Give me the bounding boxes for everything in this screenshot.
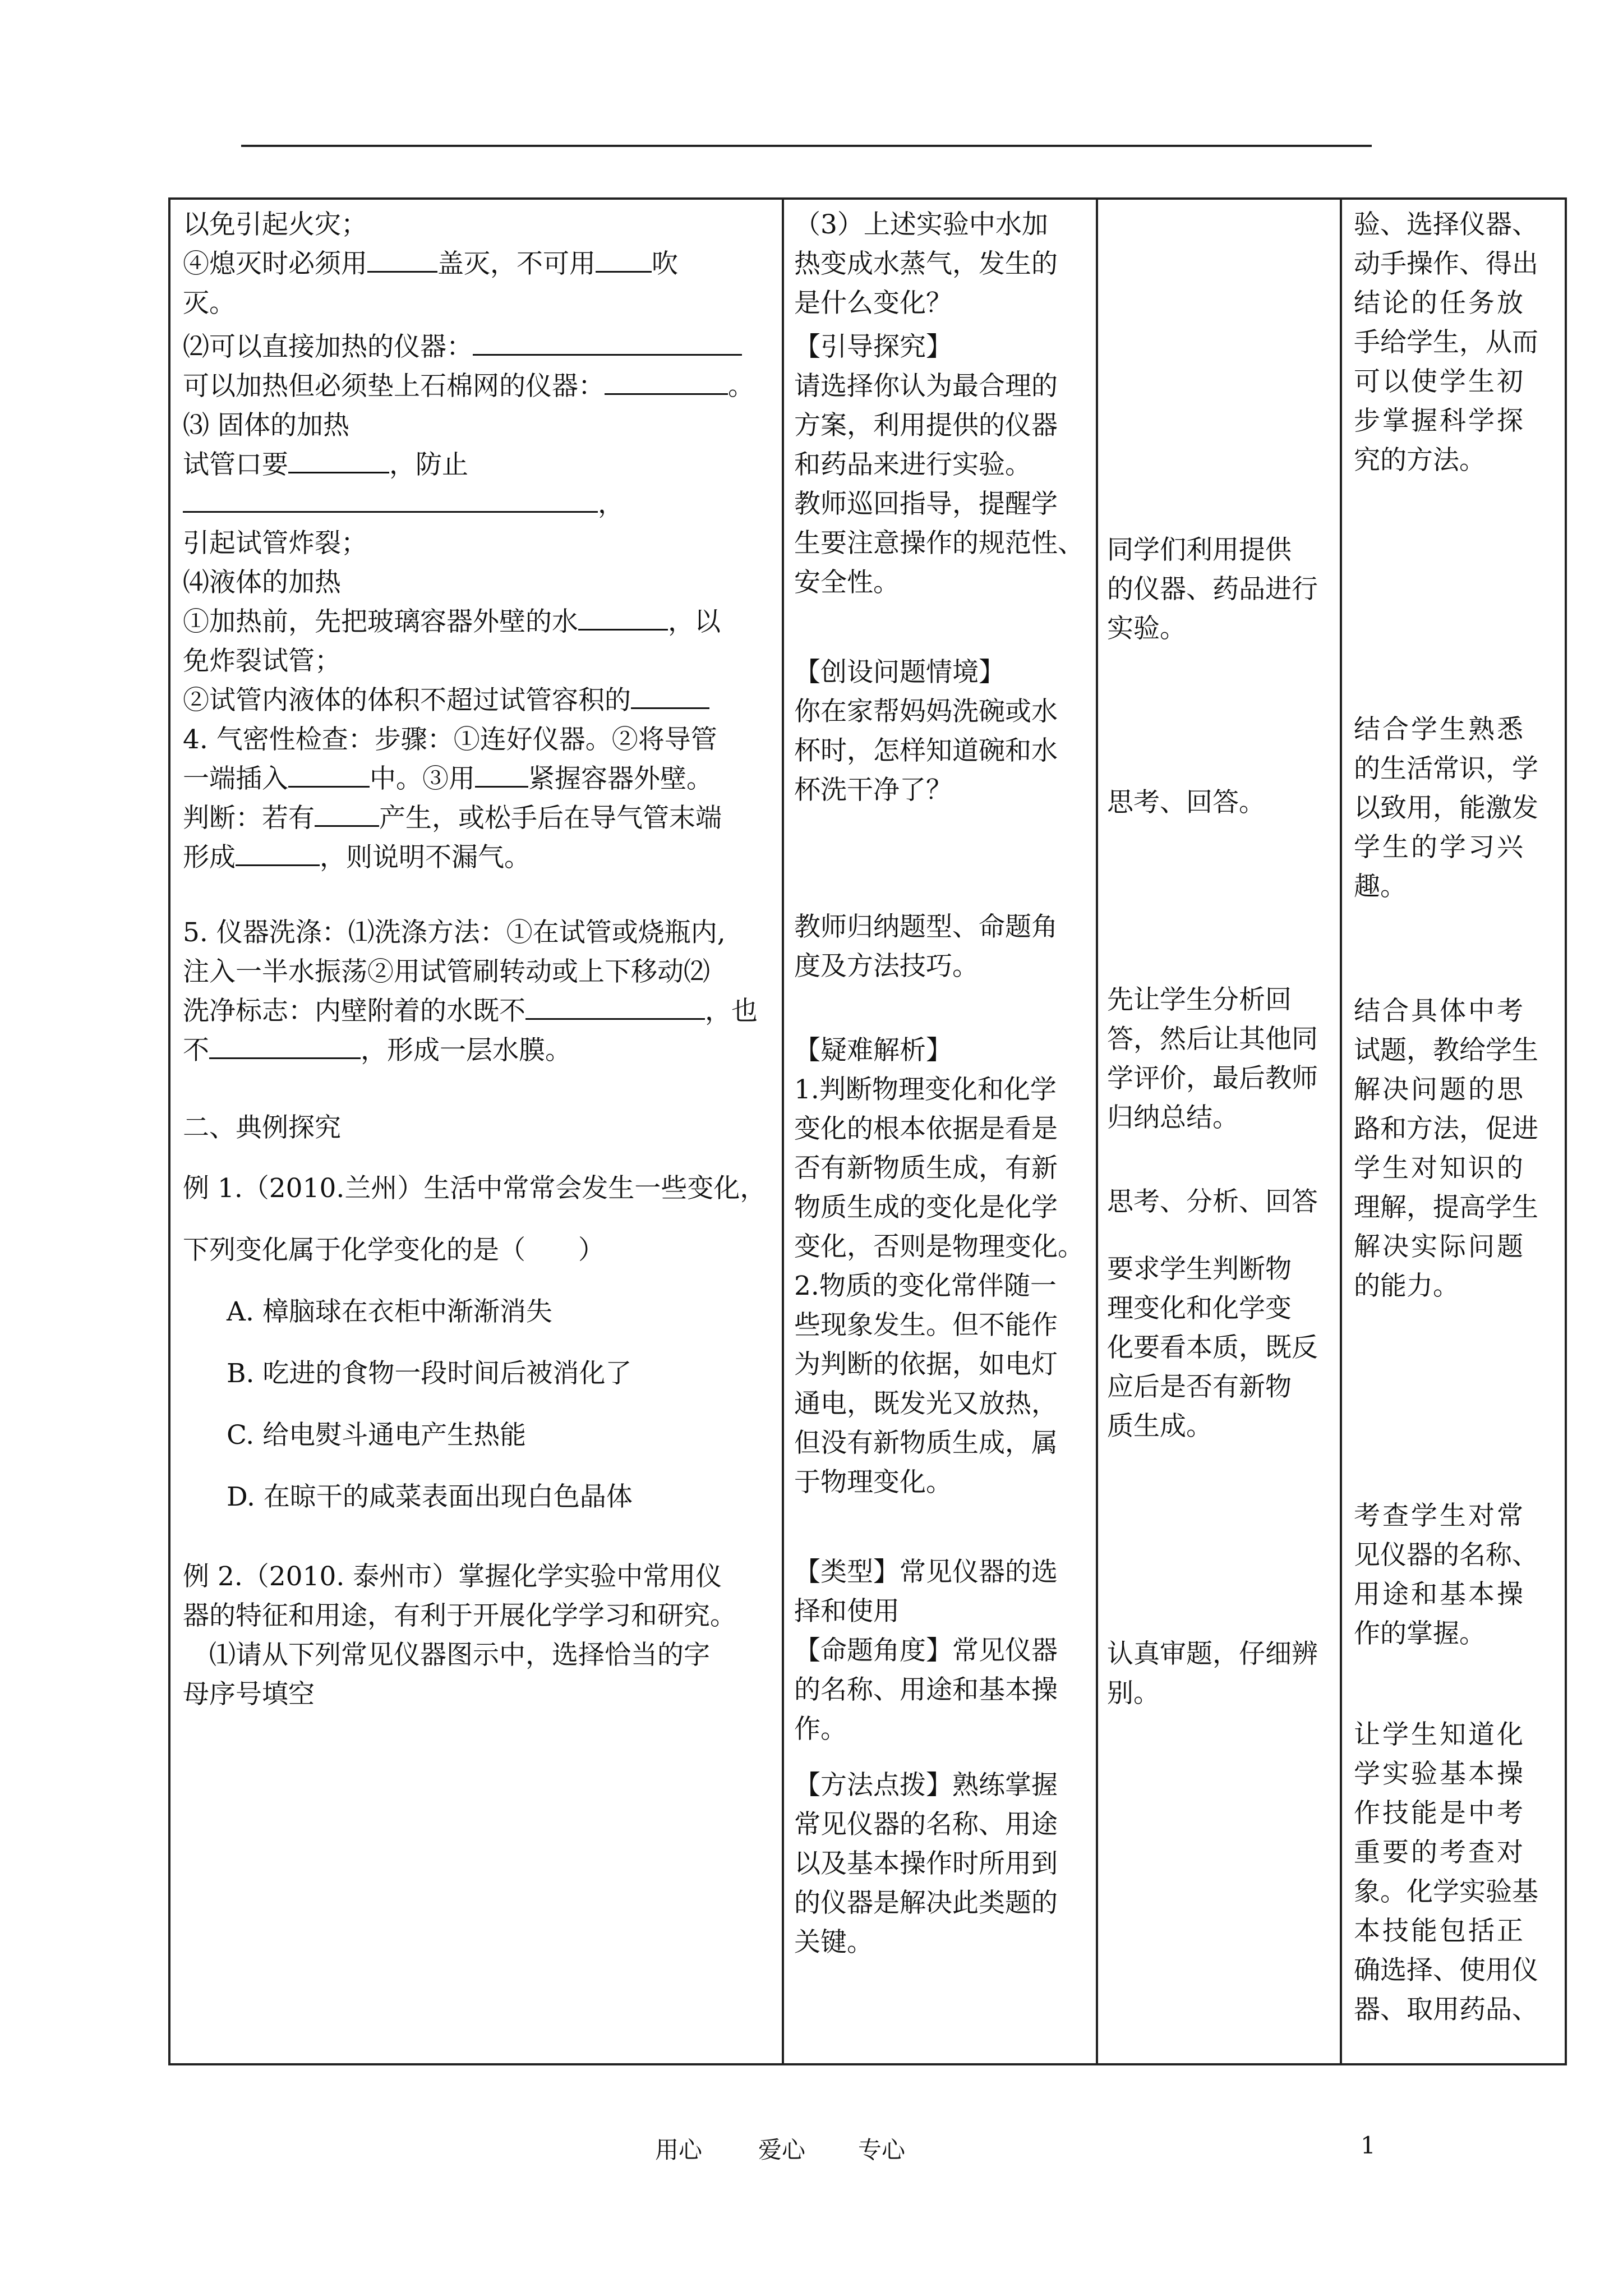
text-line: 5. 仪器洗涤：⑴洗涤方法：①在试管或烧瓶内, <box>183 917 726 948</box>
footer-motto: 专心 <box>858 2136 906 2164</box>
blank-line <box>578 602 668 631</box>
text-line: ⑶ 固体的加热 <box>183 410 349 441</box>
text-line: 【类型】常见仪器的选 <box>794 1557 1058 1588</box>
text-line: 要求学生判断物 <box>1107 1254 1292 1285</box>
header-rule <box>241 145 1372 147</box>
blank-line <box>288 760 370 788</box>
blank-line <box>473 328 742 356</box>
blank-line <box>183 485 598 513</box>
text-line: 学实验基本操 <box>1354 1759 1525 1789</box>
text-line: 2.物质的变化常伴随一 <box>794 1271 1057 1301</box>
text-line: 杯洗干净了？ <box>794 775 952 806</box>
text-line: 本技能包括正 <box>1354 1916 1525 1947</box>
text-line: 器、取用药品、 <box>1354 1994 1538 2025</box>
text-line: 安全性。 <box>794 567 900 598</box>
text-line: 结论的任务放 <box>1354 288 1525 319</box>
question-text: 母序号填空 <box>183 1679 315 1710</box>
text-line: 作的掌握。 <box>1354 1618 1486 1649</box>
text-line: 于物理变化。 <box>794 1467 952 1498</box>
text-line: 是什么变化？ <box>794 288 952 319</box>
text-line: 判断：若有 产生，或松手后在导气管末端 <box>183 799 722 838</box>
section-heading: 二、典例探究 <box>183 1112 341 1143</box>
text-line: 请选择你认为最合理的 <box>794 371 1058 402</box>
text-line: 度及方法技巧。 <box>794 951 979 982</box>
text-line: 理解，提高学生 <box>1354 1192 1538 1223</box>
text-line: 【方法点拨】熟练掌握 <box>794 1770 1058 1801</box>
option-b: B. 吃进的食物一段时间后被消化了 <box>227 1358 632 1389</box>
text-line: 可以加热但必须垫上石棉网的仪器： 。 <box>183 367 754 406</box>
text-line: 1.判断物理变化和化学 <box>794 1074 1057 1105</box>
blank-line <box>209 1031 361 1059</box>
text-line: 的仪器是解决此类题的 <box>794 1888 1058 1918</box>
text-line: 以免引起火灾； <box>183 209 367 240</box>
text-line: 关键。 <box>794 1927 873 1958</box>
text-line: 思考、分析、回答 <box>1107 1186 1318 1217</box>
text-line: 不 ，形成一层水膜。 <box>183 1031 571 1070</box>
text-line: 用途和基本操 <box>1354 1579 1525 1610</box>
text-line: 象。化学实验基 <box>1354 1876 1538 1907</box>
text-line: 以及基本操作时所用到 <box>794 1848 1058 1879</box>
option-c: C. 给电熨斗通电产生热能 <box>227 1420 527 1451</box>
text-line: 的能力。 <box>1354 1271 1459 1301</box>
footer-motto: 爱心 <box>758 2136 806 2164</box>
text-line: 答，然后让其他同 <box>1107 1024 1318 1055</box>
text-line: 应后是否有新物 <box>1107 1372 1292 1402</box>
text-line: 路和方法，促进 <box>1354 1114 1538 1144</box>
text-line: 形成 ，则说明不漏气。 <box>183 838 531 877</box>
text-line: 结合具体中考 <box>1354 996 1525 1027</box>
text-line: 试管口要 ，防止 <box>183 445 468 485</box>
text-line: 变化的根本依据是看是 <box>794 1114 1058 1144</box>
text-line: 灭。 <box>183 288 236 319</box>
text-line: 验、选择仪器、 <box>1354 209 1538 240</box>
blank-line <box>605 367 728 395</box>
text-line: 手给学生，从而 <box>1354 327 1538 358</box>
text-line: 思考、回答。 <box>1107 787 1265 818</box>
text-line: 你在家帮妈妈洗碗或水 <box>794 696 1058 727</box>
text-line: 考查学生对常 <box>1354 1501 1525 1531</box>
text-line: ， <box>183 485 624 524</box>
text-line: 免炸裂试管； <box>183 646 341 677</box>
text-line: 杯时，怎样知道碗和水 <box>794 735 1058 766</box>
text-line: 否有新物质生成，有新 <box>794 1153 1058 1184</box>
text-line: 的生活常识，学 <box>1354 753 1538 784</box>
text-line: 先让学生分析回 <box>1107 984 1292 1015</box>
text-line: 重要的考查对 <box>1354 1837 1525 1868</box>
text-line: 质生成。 <box>1107 1411 1212 1442</box>
column-divider <box>782 200 784 2063</box>
column-divider <box>1096 200 1098 2063</box>
blank-line <box>596 245 652 273</box>
text-line: 的名称、用途和基本操 <box>794 1674 1058 1705</box>
text-line: 洗净标志：内壁附着的水既不 ，也 <box>183 992 758 1031</box>
text-line: ①加热前，先把玻璃容器外壁的水 ，以 <box>183 602 721 642</box>
blank-line <box>315 799 379 827</box>
question-text: ⑴请从下列常见仪器图示中，选择恰当的字 <box>183 1640 710 1671</box>
blank-line <box>367 245 437 273</box>
text-line: 通电，既发光又放热， <box>794 1388 1058 1419</box>
text-line: 别。 <box>1107 1678 1160 1709</box>
text-line: 引起试管炸裂； <box>183 528 367 559</box>
text-line: 归纳总结。 <box>1107 1102 1239 1133</box>
text-line: 一端插入 中。③用 紧握容器外壁。 <box>183 760 713 799</box>
text-line: 但没有新物质生成，属 <box>794 1428 1058 1458</box>
text-line: 教师巡回指导，提醒学 <box>794 489 1058 519</box>
text-line: 【创设问题情境】 <box>794 657 1005 688</box>
text-line: 解决实际问题 <box>1354 1231 1525 1262</box>
text-line: 见仪器的名称、 <box>1354 1540 1538 1571</box>
page-number: 1 <box>1361 2132 1376 2159</box>
text-line: ⑵可以直接加热的仪器： <box>183 328 742 367</box>
text-line: 学评价，最后教师 <box>1107 1063 1318 1094</box>
blank-line <box>525 992 705 1020</box>
text-line: ⑷液体的加热 <box>183 567 341 598</box>
text-line: 物质生成的变化是化学 <box>794 1192 1058 1223</box>
text-line: 作技能是中考 <box>1354 1798 1525 1829</box>
column-divider <box>1340 200 1342 2063</box>
text-line: 结合学生熟悉 <box>1354 714 1525 745</box>
text-line: 注入一半水振荡②用试管刷转动或上下移动⑵ <box>183 956 710 987</box>
footer-motto: 用心 <box>655 2136 703 2164</box>
text-line: 确选择、使用仪 <box>1354 1955 1538 1986</box>
blank-line <box>475 760 528 788</box>
blank-line <box>288 445 389 473</box>
text-line: 步掌握科学探 <box>1354 406 1525 436</box>
text-line: 和药品来进行实验。 <box>794 449 1031 480</box>
text-line: 【命题角度】常见仪器 <box>794 1635 1058 1666</box>
text-line: 以致用，能激发 <box>1354 793 1538 823</box>
option-d: D. 在晾干的咸菜表面出现白色晶体 <box>227 1481 633 1512</box>
text-line: ②试管内液体的体积不超过试管容积的 <box>183 681 709 720</box>
text-line: 的仪器、药品进行 <box>1107 574 1318 605</box>
text-line: 趣。 <box>1354 871 1407 902</box>
text-line: 【引导探究】 <box>794 332 952 362</box>
blank-line <box>236 838 320 866</box>
text-line: 究的方法。 <box>1354 445 1486 476</box>
text-line: ④熄灭时必须用 盖灭，不可用 吹 <box>183 245 678 284</box>
text-line: 学生的学习兴 <box>1354 832 1525 863</box>
text-line: 变化，否则是物理变化。 <box>794 1231 1084 1262</box>
text-line: 同学们利用提供 <box>1107 535 1292 565</box>
text-line: 生要注意操作的规范性、 <box>794 528 1084 559</box>
question-text: 例 1.（2010.兰州）生活中常常会发生一些变化， <box>183 1173 767 1204</box>
text-line: 方案，利用提供的仪器 <box>794 410 1058 441</box>
text-line: 理变化和化学变 <box>1107 1293 1292 1324</box>
question-text: 下列变化属于化学变化的是（ ） <box>183 1235 605 1266</box>
text-line: 可以使学生初 <box>1354 366 1525 397</box>
text-line: （3）上述实验中水加 <box>794 209 1048 240</box>
text-line: 认真审题，仔细辨 <box>1107 1639 1318 1669</box>
text-line: 为判断的依据，如电灯 <box>794 1349 1058 1380</box>
text-line: 些现象发生。但不能作 <box>794 1310 1058 1341</box>
question-text: 器的特征和用途，有利于开展化学学习和研究。 <box>183 1600 736 1631</box>
text-line: 解决问题的思 <box>1354 1074 1525 1105</box>
text-line: 学生对知识的 <box>1354 1153 1525 1184</box>
lesson-plan-table <box>168 197 1567 2065</box>
option-a: A. 樟脑球在衣柜中渐渐消失 <box>227 1296 552 1327</box>
text-line: 实验。 <box>1107 613 1186 644</box>
text-line: 择和使用 <box>794 1596 900 1627</box>
text-line: 试题，教给学生 <box>1354 1035 1538 1066</box>
blank-line <box>631 681 709 709</box>
text-line: 让学生知道化 <box>1354 1719 1525 1750</box>
text-line: 作。 <box>794 1714 847 1745</box>
text-line: 教师归纳题型、命题角 <box>794 912 1058 942</box>
text-line: 4. 气密性检查：步骤：①连好仪器。②将导管 <box>183 724 717 755</box>
text-line: 常见仪器的名称、用途 <box>794 1809 1058 1840</box>
text-line: 【疑难解析】 <box>794 1035 952 1066</box>
question-text: 例 2.（2010. 泰州市）掌握化学实验中常用仪 <box>183 1561 722 1592</box>
text-line: 化要看本质，既反 <box>1107 1332 1318 1363</box>
text-line: 热变成水蒸气，发生的 <box>794 249 1058 279</box>
text-line: 动手操作、得出 <box>1354 249 1538 279</box>
